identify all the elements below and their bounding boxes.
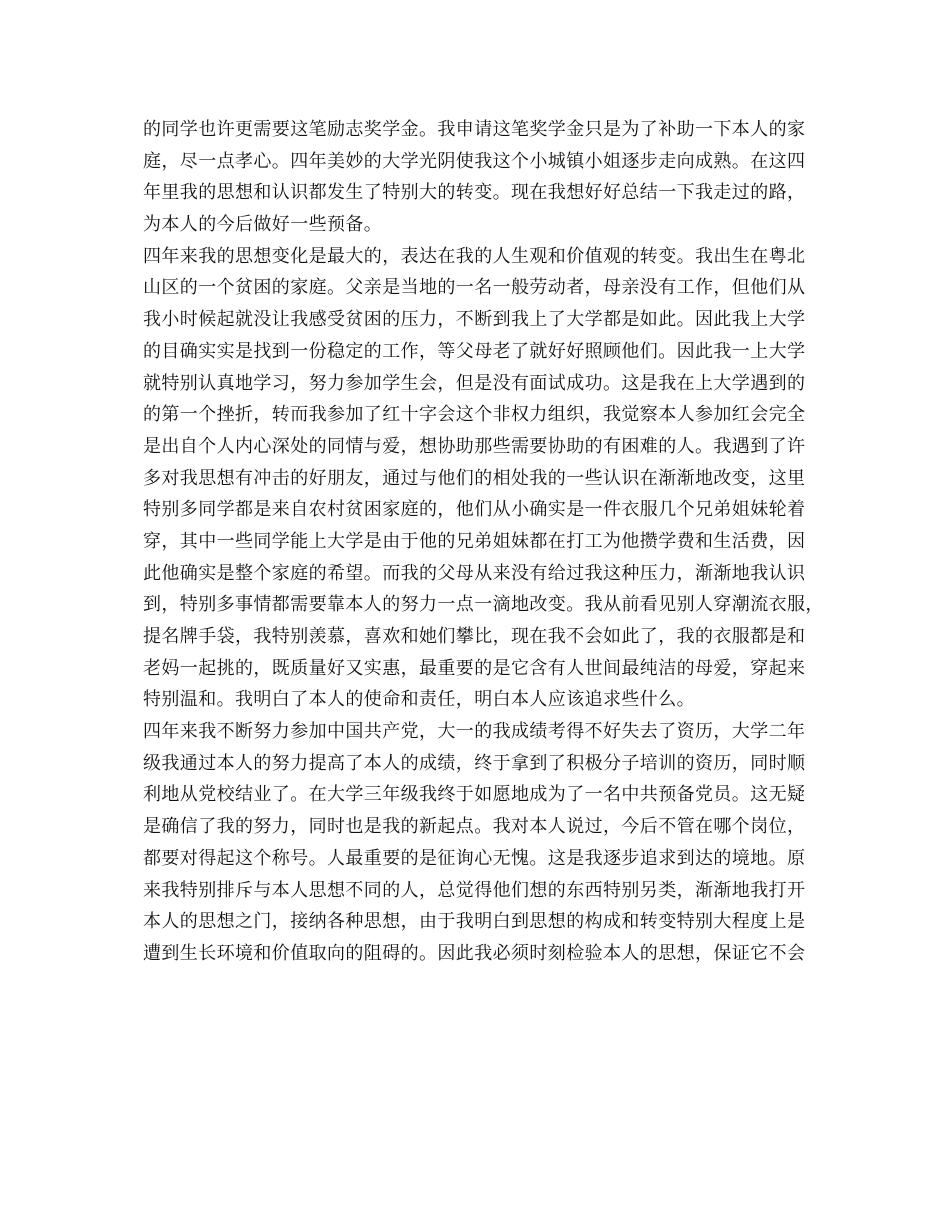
text-line: 利地从党校结业了。在大学三年级我终于如愿地成为了一名中共预备党员。这无疑 [143,784,806,806]
text-line: 多对我思想有冲击的好朋友，通过与他们的相处我的一些认识在渐渐地改变，这里 [143,467,806,489]
text-line: 的目确实实是找到一份稳定的工作，等父母老了就好好照顾他们。因此我一上大学 [143,340,806,362]
text-line: 此他确实是整个家庭的希望。而我的父母从来没有给过我这种压力，渐渐地我认识 [143,562,806,584]
text-line: 就特别认真地学习，努力参加学生会，但是没有面试成功。这是我在上大学遇到的 [143,372,806,394]
text-line: 是出自个人内心深处的同情与爱，想协助那些需要协助的有困难的人。我遇到了许 [143,435,806,457]
text-line: 的同学也许更需要这笔励志奖学金。我申请这笔奖学金只是为了补助一下本人的家 [143,119,806,140]
text-line: 庭，尽一点孝心。四年美妙的大学光阴使我这个小城镇小姐逐步走向成熟。在这四 [143,150,806,172]
document-body [143,114,833,970]
text-line: 为本人的今后做好一些预备。 [143,214,383,236]
text-line: 遭到生长环境和价值取向的阻碍的。因此我必须时刻检验本人的思想，保证它不会 [143,942,806,964]
text-line: 我小时候起就没让我感受贫困的压力，不断到我上了大学都是如此。因此我上大学 [143,309,806,331]
text-line: 是确信了我的努力，同时也是我的新起点。我对本人说过，今后不管在哪个岗位， [143,816,806,838]
text-line: 穿，其中一些同学能上大学是由于他的兄弟姐妹都在打工为他攒学费和生活费，因 [143,530,806,552]
text-line: 四年来我不断努力参加中国共产党，大一的我成绩考得不好失去了资历，大学二年 [143,721,806,743]
text-line: 来我特别排斥与本人思想不同的人，总觉得他们想的东西特别另类，渐渐地我打开 [143,879,806,901]
text-line: 年里我的思想和认识都发生了特别大的转变。现在我想好好总结一下我走过的路， [143,182,806,204]
text-line: 山区的一个贫困的家庭。父亲是当地的一名一般劳动者，母亲没有工作，但他们从 [143,277,806,299]
text-line: 级我通过本人的努力提高了本人的成绩，终于拿到了积极分子培训的资历，同时顺 [143,752,806,774]
text-line: 老妈一起挑的，既质量好又实惠，最重要的是它含有人世间最纯洁的母爱，穿起来 [143,657,806,679]
text-line: 特别多同学都是来自农村贫困家庭的，他们从小确实是一件衣服几个兄弟姐妹轮着 [143,499,806,521]
text-line: 四年来我的思想变化是最大的，表达在我的人生观和价值观的转变。我出生在粤北 [143,245,806,267]
text-line: 都要对得起这个称号。人最重要的是征询心无愧。这是我逐步追求到达的境地。原 [143,847,806,869]
text-line: 到，特别多事情都需要靠本人的努力一点一滴地改变。我从前看见别人穿潮流衣服， [143,594,824,616]
text-line: 本人的思想之门，接纳各种思想，由于我明白到思想的构成和转变特别大程度上是 [143,911,806,933]
text-line: 特别温和。我明白了本人的使命和责任，明白本人应该追求些什么。 [143,689,695,711]
text-line: 的第一个挫折，转而我参加了红十字会这个非权力组织，我觉察本人参加红会完全 [143,404,806,426]
text-line: 提名牌手袋，我特别羡慕，喜欢和她们攀比，现在我不会如此了，我的衣服都是和 [143,626,806,647]
